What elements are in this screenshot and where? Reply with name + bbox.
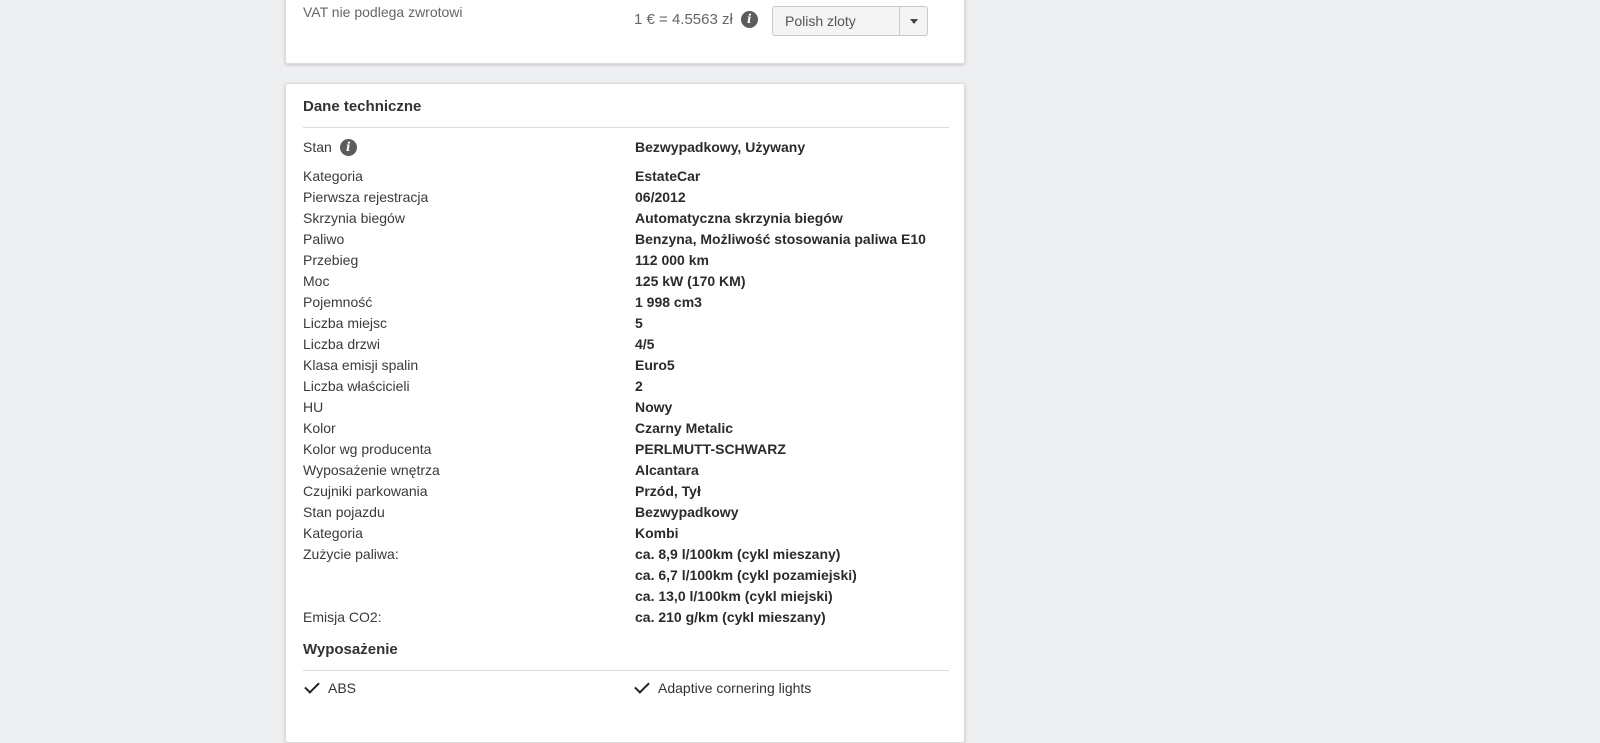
spec-label: Zużycie paliwa: <box>303 546 399 562</box>
spec-value: 1 998 cm3 <box>635 294 702 310</box>
spec-value: 06/2012 <box>635 189 686 205</box>
spec-label: Kolor wg producenta <box>303 441 432 457</box>
equipment-item <box>305 680 356 696</box>
spec-row <box>303 544 949 565</box>
exchange-rate-text: 1 € = 4.5563 zł <box>634 11 733 28</box>
equipment-item-label: Adaptive cornering lights <box>658 680 812 696</box>
spec-row <box>303 334 949 355</box>
spec-value: ca. 8,9 l/100km (cykl mieszany) <box>635 546 841 562</box>
spec-label: Pierwsza rejestracja <box>303 189 429 205</box>
divider <box>303 127 949 128</box>
spec-row <box>303 292 949 313</box>
spec-value: Nowy <box>635 399 673 415</box>
spec-value: Automatyczna skrzynia biegów <box>635 210 843 226</box>
equipment-title: Wyposażenie <box>303 641 398 658</box>
spec-value: ca. 210 g/km (cykl mieszany) <box>635 609 826 625</box>
spec-value: Bezwypadkowy, Używany <box>635 139 806 155</box>
spec-value: EstateCar <box>635 168 701 184</box>
spec-row <box>303 565 949 586</box>
spec-value: Benzyna, Możliwość stosowania paliwa E10 <box>635 231 926 247</box>
vat-note: VAT nie podlega zwrotowi <box>303 4 463 20</box>
checkmark-icon <box>304 678 320 694</box>
spec-label: HU <box>303 399 324 415</box>
spec-row <box>303 208 949 229</box>
spec-label: Skrzynia biegów <box>303 210 405 226</box>
spec-label: Przebieg <box>303 252 359 268</box>
spec-row <box>303 418 949 439</box>
spec-label: Czujniki parkowania <box>303 483 428 499</box>
spec-row <box>303 460 949 481</box>
spec-value: 2 <box>635 378 643 394</box>
spec-value: Przód, Tył <box>635 483 701 499</box>
spec-row <box>303 397 949 418</box>
spec-row <box>303 376 949 397</box>
spec-label-text: Stan <box>303 139 332 155</box>
spec-label: Emisja CO2: <box>303 609 382 625</box>
spec-label: Kategoria <box>303 168 363 184</box>
spec-row <box>303 166 949 187</box>
spec-value: 112 000 km <box>635 252 709 268</box>
spec-row <box>303 607 949 628</box>
spec-value: Euro5 <box>635 357 675 373</box>
spec-value: ca. 6,7 l/100km (cykl pozamiejski) <box>635 567 857 583</box>
spec-label: Stan pojazdu <box>303 504 385 520</box>
technical-data-title: Dane techniczne <box>303 98 422 115</box>
spec-label: Klasa emisji spalin <box>303 357 419 373</box>
exchange-rate <box>634 11 758 28</box>
checkmark-icon <box>634 678 650 694</box>
price-card <box>285 0 965 64</box>
equipment-item-label: ABS <box>328 680 357 696</box>
spec-value: PERLMUTT-SCHWARZ <box>635 441 786 457</box>
spec-row <box>303 439 949 460</box>
spec-row <box>303 187 949 208</box>
spec-row <box>303 250 949 271</box>
spec-label: Wyposażenie wnętrza <box>303 462 440 478</box>
currency-select-value: Polish zloty <box>785 13 856 29</box>
spec-label: Liczba drzwi <box>303 336 381 352</box>
spec-row <box>303 271 949 292</box>
spec-label: Liczba miejsc <box>303 315 388 331</box>
technical-data-card <box>285 83 965 743</box>
currency-select[interactable] <box>772 6 928 36</box>
spec-row <box>303 481 949 502</box>
chevron-down-icon <box>910 19 918 24</box>
spec-value: Alcantara <box>635 462 699 478</box>
spec-label <box>303 137 357 158</box>
info-icon[interactable]: i <box>741 11 758 28</box>
spec-label: Pojemność <box>303 294 373 310</box>
spec-label: Liczba właścicieli <box>303 378 410 394</box>
spec-value: ca. 13,0 l/100km (cykl miejski) <box>635 588 833 604</box>
spec-label: Paliwo <box>303 231 345 247</box>
equipment-item <box>635 680 811 696</box>
spec-label: Kolor <box>303 420 336 436</box>
divider <box>303 670 949 671</box>
spec-label: Kategoria <box>303 525 363 541</box>
spec-row <box>303 313 949 334</box>
spec-row <box>303 229 949 250</box>
spec-row <box>303 586 949 607</box>
spec-value: 4/5 <box>635 336 655 352</box>
spec-value: Kombi <box>635 525 679 541</box>
spec-value: 5 <box>635 315 643 331</box>
spec-value: 125 kW (170 KM) <box>635 273 746 289</box>
spec-row <box>303 502 949 523</box>
spec-value: Czarny Metalic <box>635 420 734 436</box>
spec-row <box>303 523 949 544</box>
spec-row <box>303 355 949 376</box>
info-icon[interactable]: i <box>340 139 357 156</box>
spec-row <box>303 137 949 158</box>
spec-value: Bezwypadkowy <box>635 504 739 520</box>
spec-label: Moc <box>303 273 330 289</box>
currency-dropdown-toggle[interactable] <box>899 7 927 35</box>
